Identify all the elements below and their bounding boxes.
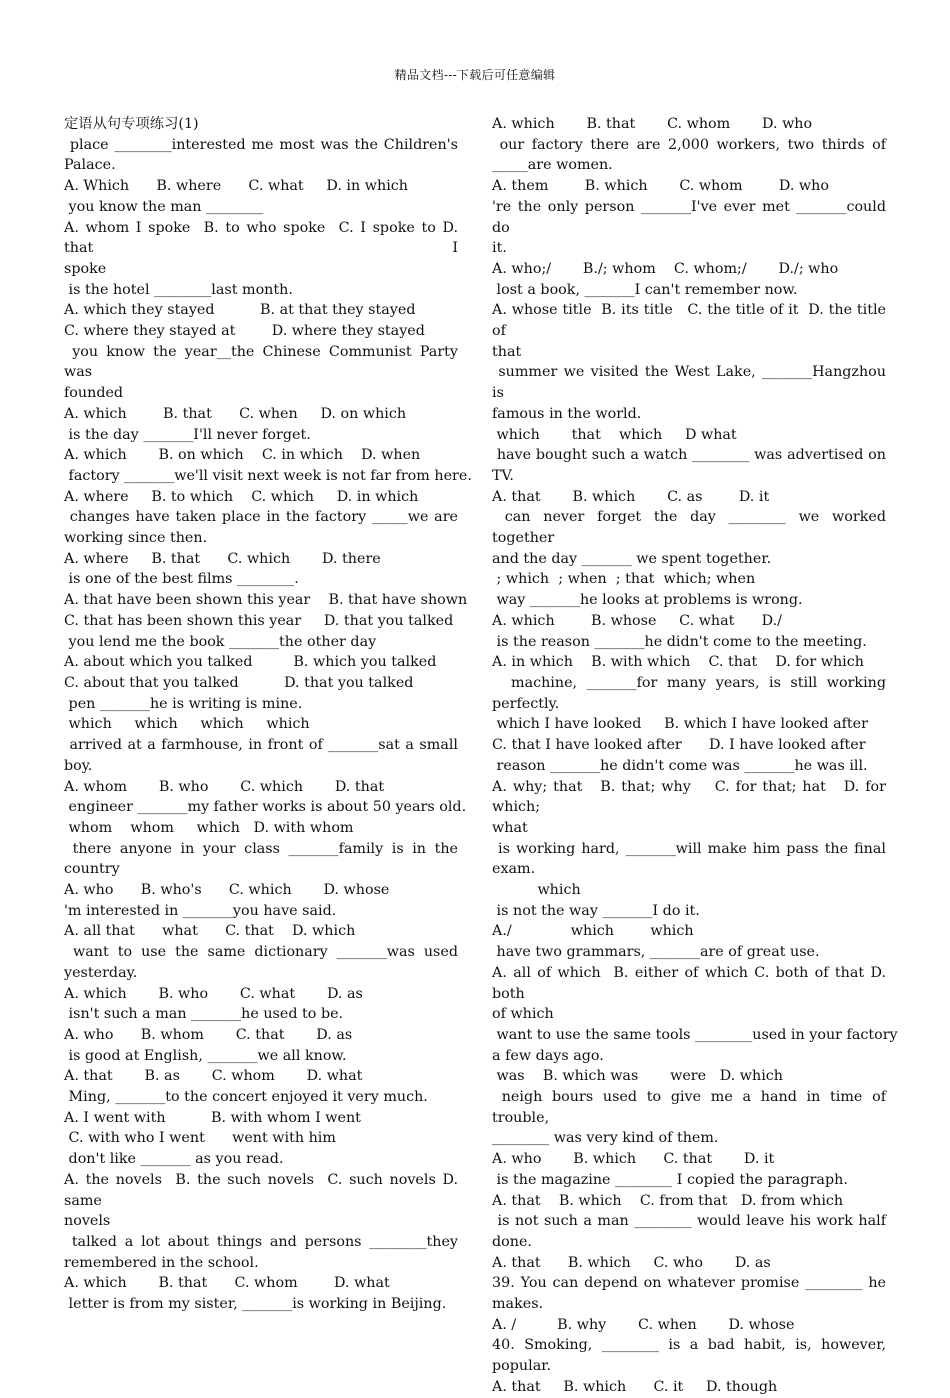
page-header: 精品文档---下载后可任意编辑: [394, 68, 556, 82]
text-line: which I have looked B. which I have looked after: [492, 716, 868, 733]
text-line: have two grammars, _______are of great use.: [492, 944, 820, 961]
text-line: A./ which which: [492, 923, 694, 940]
text-line: which which which which: [64, 716, 310, 733]
text-line: perfectly.: [492, 695, 560, 712]
text-line: A. which they stayed B. at that they stayed: [64, 302, 416, 319]
text-line: A. that B. which C. who D. as: [492, 1254, 771, 1271]
text-line: A. all that what C. that D. which: [64, 923, 356, 940]
text-line: A. that B. which C. it D. though: [492, 1378, 778, 1395]
text-line: C. about that you talked D. that you talked: [64, 674, 414, 691]
text-line: spoke: [64, 260, 107, 277]
text-line: our factory there are 2,000 workers, two thirds of: [492, 136, 886, 153]
text-line: A. who B. whom C. that D. as: [64, 1026, 353, 1043]
text-line: which that which D what: [492, 426, 737, 443]
text-line: pen _______he is writing is mine.: [64, 695, 303, 712]
text-line: A. where B. to which C. which D. in which: [64, 488, 419, 505]
text-line: want to use the same dictionary _______was used: [64, 944, 458, 961]
text-line: 40. Smoking, ________ is a bad habit, is, however,: [492, 1337, 886, 1354]
text-line: A. about which you talked B. which you talked: [64, 654, 437, 671]
text-line: Ming, _______to the concert enjoyed it very much.: [64, 1089, 428, 1106]
text-line: is not the way _______I do it.: [492, 902, 700, 919]
text-line: talked a lot about things and persons ________they: [64, 1233, 458, 1250]
text-line: machine, _______for many years, is still working: [492, 674, 887, 691]
text-line: it.: [492, 240, 507, 257]
text-line: engineer _______my father works is about 50 years old.: [64, 799, 467, 816]
text-line: is not such a man ________ would leave his work half: [492, 1213, 886, 1230]
text-line: A. I went with B. with whom I went: [64, 1109, 361, 1126]
text-line: neigh bours used to give me a hand in time of trouble,: [492, 1089, 891, 1126]
text-line: and the day _______ we spent together.: [492, 550, 772, 567]
text-line: A. Which B. where C. what D. in which: [64, 178, 408, 195]
text-line: country: [64, 861, 120, 878]
text-line: you know the man ________: [64, 198, 264, 215]
text-line: 'm interested in _______you have said.: [64, 902, 337, 919]
text-line: C. that has been shown this year D. that you talked: [64, 612, 454, 629]
text-line: A. whom I spoke B. to who spoke C. I spoke to D. that I: [64, 219, 463, 257]
text-line: changes have taken place in the factory _____we are: [64, 509, 458, 526]
text-line: A. in which B. with which C. that D. for which: [492, 654, 864, 671]
text-line: which: [492, 882, 581, 899]
text-line: A. who B. which C. that D. it: [492, 1151, 775, 1168]
text-line: A. which B. that C. whom D. what: [64, 1275, 390, 1292]
text-line: lost a book, _______I can't remember now.: [492, 281, 798, 298]
text-line: A. where B. that C. which D. there: [64, 550, 381, 567]
text-line: boy.: [64, 757, 93, 774]
text-line: arrived at a farmhouse, in front of _______sat a small: [64, 737, 458, 754]
text-line: don't like _______ as you read.: [64, 1151, 284, 1168]
text-line: A. which B. whose C. what D./: [492, 612, 782, 629]
text-line: is the reason _______he didn't come to the meeting.: [492, 633, 867, 650]
text-line: ; which ; when ; that which; when: [492, 571, 756, 588]
right-column: [492, 114, 898, 1398]
text-line: a few days ago.: [492, 1047, 604, 1064]
text-line: A. all of which B. either of which C. both of that D. both: [492, 964, 891, 1002]
text-line: is good at English, _______we all know.: [64, 1047, 347, 1064]
text-line: A. which B. who C. what D. as: [64, 985, 363, 1002]
text-line: was B. which was were D. which: [492, 1068, 784, 1085]
text-line: you know the year__the Chinese Communist Party was: [64, 343, 463, 381]
text-line: C. where they stayed at D. where they stayed: [64, 323, 425, 340]
text-line: TV.: [492, 467, 514, 484]
text-line: popular.: [492, 1358, 552, 1375]
text-line: you lend me the book _______the other day: [64, 633, 377, 650]
text-line: yesterday.: [64, 964, 138, 981]
text-line: A. who;/ B./; whom C. whom;/ D./; who: [492, 260, 839, 277]
text-line: A. which B. that C. whom D. who: [492, 116, 813, 132]
text-line: reason _______he didn't come was _______he was ill.: [492, 757, 868, 774]
text-line: A. that B. which C. as D. it: [492, 488, 770, 505]
text-line: A. that B. which C. from that D. from which: [492, 1192, 844, 1209]
text-line: exam.: [492, 861, 536, 878]
text-line: A. whom B. who C. which D. that: [64, 778, 385, 795]
text-line: A. whose title B. its title C. the title of it D. the title of: [492, 302, 891, 340]
text-line: _____are women.: [492, 157, 613, 174]
text-line: what: [492, 819, 528, 836]
text-line: way _______he looks at problems is wrong.: [492, 592, 803, 609]
text-line: A. / B. why C. when D. whose: [492, 1316, 795, 1333]
text-line: is the magazine ________ I copied the paragraph.: [492, 1171, 848, 1188]
text-line: of which: [492, 1006, 554, 1023]
text-line: founded: [64, 385, 124, 402]
text-line: done.: [492, 1233, 532, 1250]
text-line: is one of the best films ________.: [64, 571, 299, 588]
text-line: makes.: [492, 1296, 544, 1313]
text-line: remembered in the school.: [64, 1254, 259, 1271]
text-line: is working hard, _______will make him pass the final: [492, 840, 886, 857]
text-line: isn't such a man _______he used to be.: [64, 1006, 344, 1023]
text-line: 're the only person _______I've ever met _______could do: [492, 198, 891, 236]
text-line: want to use the same tools ________used in your factory: [492, 1026, 898, 1043]
text-line: summer we visited the West Lake, _______Hangzhou is: [492, 364, 891, 402]
text-line: novels: [64, 1213, 111, 1230]
text-line: A. which B. that C. when D. on which: [64, 405, 407, 422]
text-line: A. why; that B. that; why C. for that; hat D. for which;: [492, 778, 891, 816]
text-line: A. them B. which C. whom D. who: [492, 178, 829, 195]
text-line: famous in the world.: [492, 405, 642, 422]
text-line: working since then.: [64, 530, 208, 547]
text-line: C. that I have looked after D. I have looked after: [492, 737, 866, 754]
text-line: can never forget the day ________ we worked together: [492, 509, 891, 547]
text-line: letter is from my sister, _______is working in Beijing.: [64, 1296, 447, 1313]
text-line: that: [492, 343, 522, 360]
text-line: factory _______we'll visit next week is not far from here.: [64, 467, 472, 484]
text-line: 39. You can depend on whatever promise ________ he: [492, 1275, 886, 1292]
text-line: have bought such a watch ________ was advertised on: [492, 447, 887, 464]
text-line: A. who B. who's C. which D. whose: [64, 882, 390, 899]
text-line: there anyone in your class _______family is in the: [64, 840, 458, 857]
text-line: is the hotel ________last month.: [64, 281, 293, 298]
text-line: C. with who I went went with him: [64, 1130, 336, 1147]
text-line: A. which B. on which C. in which D. when: [64, 447, 421, 464]
text-line: ________ was very kind of them.: [492, 1130, 719, 1147]
text-line: 定语从句专项练习(1): [64, 116, 199, 132]
text-line: whom whom which D. with whom: [64, 819, 354, 836]
text-line: place ________interested me most was the Children's: [64, 136, 458, 153]
text-line: Palace.: [64, 157, 116, 174]
left-column: [64, 114, 472, 1315]
text-line: A. that have been shown this year B. that have shown: [64, 592, 468, 609]
text-line: is the day _______I'll never forget.: [64, 426, 311, 443]
text-line: A. the novels B. the such novels C. such novels D. same: [64, 1171, 463, 1209]
text-line: A. that B. as C. whom D. what: [64, 1068, 363, 1085]
